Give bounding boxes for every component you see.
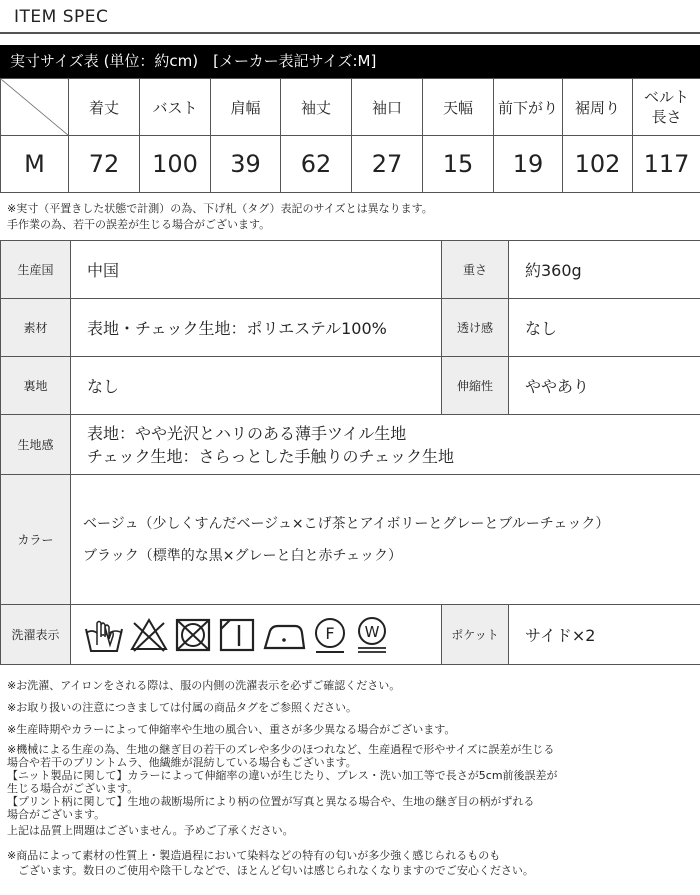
spec-row [1,299,700,357]
footnote: 【プリント柄に関して】生地の裁断場所により柄の位置が写真と異なる場合や、生地の継ぎ目の柄がずれる [7,795,535,808]
spec-value-colors [71,475,700,605]
column-header: ベルト 長さ [633,79,700,136]
wet-clean-w-icon [353,615,391,655]
column-header: 前下がり [494,79,563,136]
iron-low-icon [261,615,307,655]
footnote: 生じる場合がございます。 [7,782,139,795]
wash-icons [71,615,441,655]
column-header: バスト [140,79,211,136]
no-tumble-dry-icon [173,615,213,655]
dry-clean-f-icon [311,615,349,655]
footnote: ございます。数日のご使用や陰干しなどで、ほとんど匂いは感じられなくなりますのでご安心ください。 [7,864,534,877]
spec-label: 重さ [442,241,509,299]
size-value: 39 [211,136,281,193]
size-label: M [1,136,69,193]
color-line: ブラック（標準的な黒×グレーと白と赤チェック） [83,547,403,564]
spec-value: サイド×2 [509,605,700,665]
footnote: ※機械による生産の為、生地の継ぎ目の若干のズレや多少のほつれなど、生産過程で形やサイズに誤差が生じる [7,743,555,756]
size-value: 117 [633,136,700,193]
column-header: 袖口 [352,79,423,136]
size-value: 15 [423,136,494,193]
hand-wash-icon [83,615,125,655]
page-title: ITEM SPEC [14,7,109,27]
size-value: 102 [563,136,633,193]
spec-value: なし [509,299,700,357]
no-bleach-icon [129,615,169,655]
size-table-header-row [1,79,700,136]
size-value: 72 [69,136,140,193]
column-header: 天幅 [423,79,494,136]
footnote: ※お洗濯、アイロンをされる際は、服の内側の洗濯表示を必ずご確認ください。 [7,679,401,692]
size-table-row [1,136,700,193]
color-line: ベージュ（少しくすんだベージュ×こげ茶とアイボリーとグレーとブルーチェック） [83,515,610,532]
footnote: ※商品によって素材の性質上・製造過程において染料などの特有の匂いが多少強く感じられるものも [7,849,501,862]
line-dry-shade-icon [217,615,257,655]
size-value: 19 [494,136,563,193]
spec-table [0,240,700,665]
footnote: 場合や若干のプリントムラ、他繊維が混紡している場合もございます。 [7,756,357,769]
spec-label: 洗濯表示 [1,605,71,665]
spec-row [1,357,700,415]
spec-label: 透け感 [442,299,509,357]
footnote: 【ニット製品に関して】カラーによって伸縮率の違いが生じたり、プレス・洗い加工等で長さが5cm前後誤差が [7,769,558,782]
spec-row [1,415,700,475]
spec-label: 裏地 [1,357,71,415]
texture-line: 表地：やや光沢とハリのある薄手ツイル生地 [87,423,407,443]
footnote: 場合がございます。 [7,808,106,821]
spec-label: 生産国 [1,241,71,299]
column-header: 肩幅 [211,79,281,136]
footnote: ※お取り扱いの注意につきましては付属の商品タグをご参照ください。 [7,701,357,714]
spec-value-texture [71,415,700,475]
size-table-header: 実寸サイズ表 (単位：約cm) [メーカー表記サイズ:M] [0,45,700,78]
size-value: 100 [140,136,211,193]
spec-row [1,605,700,665]
size-table [0,78,700,193]
size-note: 手作業の為、若干の誤差が生じる場合がございます。 [7,218,271,231]
spec-label: 伸縮性 [442,357,509,415]
spec-label: ポケット [442,605,509,665]
footnote: ※生産時期やカラーによって伸縮率や生地の風合い、重さが多少異なる場合がございます。 [7,723,456,736]
column-header: 裾周り [563,79,633,136]
spec-row [1,241,700,299]
wash-icons-cell [71,605,442,665]
spec-label: 素材 [1,299,71,357]
dry-clean-letter: F [325,623,335,643]
column-header: 袖丈 [281,79,352,136]
size-value: 27 [352,136,423,193]
size-value: 62 [281,136,352,193]
spec-row [1,475,700,605]
spec-value: ややあり [509,357,700,415]
spec-value: 表地・チェック生地：ポリエステル100% [71,299,442,357]
column-header: 着丈 [69,79,140,136]
spec-value: なし [71,357,442,415]
footnote: 上記は品質上問題はございません。予めご了承ください。 [7,824,294,837]
texture-line: チェック生地：さらっとした手触りのチェック生地 [87,446,455,466]
size-table-corner [1,79,69,136]
spec-label: 生地感 [1,415,71,475]
size-note: ※実寸（平置きした状態で計測）の為、下げ札（タグ）表記のサイズとは異なります。 [7,202,433,215]
spec-value: 中国 [71,241,442,299]
wet-clean-letter: W [364,622,380,641]
spec-value: 約360g [509,241,700,299]
spec-label: カラー [1,475,71,605]
